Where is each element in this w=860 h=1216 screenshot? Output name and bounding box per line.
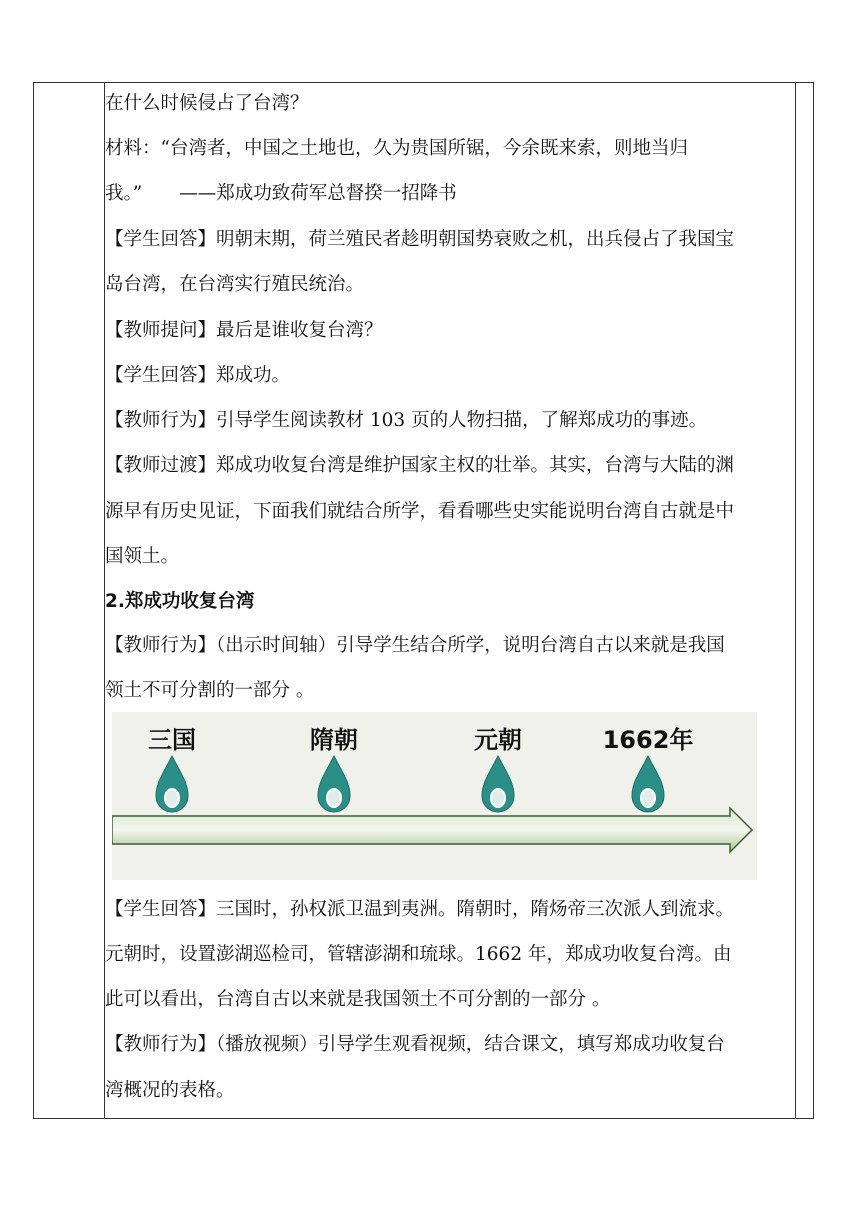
text-line: 湾概况的表格。 bbox=[105, 1080, 235, 1101]
text-line: 领土不可分割的一部分 。 bbox=[105, 680, 315, 701]
timeline-label: 三国 bbox=[148, 726, 196, 754]
text-line: 【学生回答】郑成功。 bbox=[105, 365, 291, 386]
timeline-figure bbox=[112, 712, 757, 880]
text-line: 此可以看出，台湾自古以来就是我国领土不可分割的一部分 。 bbox=[105, 989, 611, 1010]
text-line: 我。” ——郑成功致荷军总督揆一招降书 bbox=[105, 183, 457, 204]
text-line: 【教师行为】（播放视频）引导学生观看视频，结合课文，填写郑成功收复台 bbox=[105, 1034, 725, 1055]
timeline-marker-ring bbox=[165, 789, 179, 807]
text-line: 【教师行为】引导学生阅读教材 103 页的人物扫描，了解郑成功的事迹。 bbox=[105, 410, 708, 431]
text-line: 【学生回答】三国时，孙权派卫温到夷洲。隋朝时，隋炀帝三次派人到流求。 bbox=[105, 899, 735, 920]
timeline-label: 1662年 bbox=[602, 726, 694, 754]
timeline-label: 隋朝 bbox=[310, 726, 358, 754]
timeline-marker-ring bbox=[327, 789, 341, 807]
section-heading: 2.郑成功收复台湾 bbox=[105, 591, 255, 612]
text-line: 【教师过渡】郑成功收复台湾是维护国家主权的壮举。其实，台湾与大陆的渊 bbox=[105, 455, 735, 476]
timeline-label: 元朝 bbox=[474, 726, 522, 754]
text-line: 【教师提问】最后是谁收复台湾？ bbox=[105, 320, 383, 341]
timeline-marker-ring bbox=[641, 789, 655, 807]
text-line: 国领土。 bbox=[105, 546, 180, 567]
text-line: 【教师行为】（出示时间轴）引导学生结合所学，说明台湾自古以来就是我国 bbox=[105, 635, 725, 656]
timeline-marker-ring bbox=[491, 789, 505, 807]
text-line: 在什么时候侵占了台湾？ bbox=[105, 93, 309, 114]
column-divider-right bbox=[795, 83, 796, 1118]
text-line: 材料：“台湾者，中国之土地也，久为贵国所锯，今余既来索，则地当归 bbox=[105, 138, 688, 159]
text-line: 源早有历史见证，下面我们就结合所学，看看哪些史实能说明台湾自古就是中 bbox=[105, 501, 735, 522]
text-line: 元朝时，设置澎湖巡检司，管辖澎湖和琉球。1662 年，郑成功收复台湾。由 bbox=[105, 944, 732, 965]
text-line: 【学生回答】明朝末期，荷兰殖民者趁明朝国势衰败之机，出兵侵占了我国宝 bbox=[105, 229, 735, 250]
text-line: 岛台湾，在台湾实行殖民统治。 bbox=[105, 274, 365, 295]
